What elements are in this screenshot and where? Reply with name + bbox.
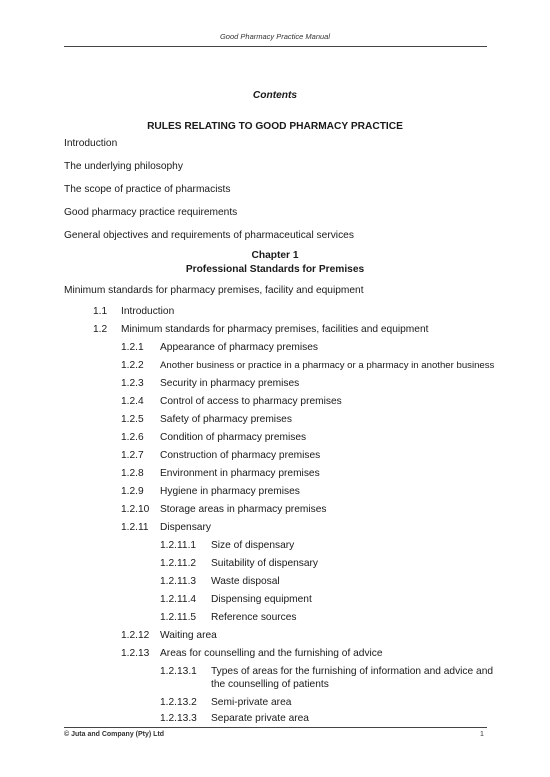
section-title: Reference sources [211, 612, 297, 623]
footer-copyright: © Juta and Company (Pty) Ltd [64, 731, 165, 738]
section-number: 1.2.1 [121, 342, 144, 353]
page-number: 1 [480, 731, 484, 738]
section-title: Areas for counselling and the furnishing of advice [160, 648, 383, 659]
section-title: Dispensing equipment [211, 594, 312, 605]
section-number: 1.2.3 [121, 378, 144, 389]
toc-entry-introduction[interactable]: Introduction [64, 138, 118, 149]
section-number: 1.2.7 [121, 450, 144, 461]
toc-entry-philosophy[interactable]: The underlying philosophy [64, 161, 183, 172]
footer-rule [64, 727, 487, 728]
section-title: Dispensary [160, 522, 211, 533]
section-title: Waste disposal [211, 576, 280, 587]
section-number: 1.2.11.2 [160, 558, 197, 569]
section-title: Environment in pharmacy premises [160, 468, 320, 479]
section-number: 1.2.8 [121, 468, 144, 479]
section-number: 1.2 [93, 324, 108, 335]
section-number: 1.2.6 [121, 432, 144, 443]
chapter-title: Professional Standards for Premises [185, 264, 365, 275]
section-title: Minimum standards for pharmacy premises, facilities and equipment [121, 324, 429, 335]
section-title: Semi-private area [211, 697, 292, 708]
section-number: 1.2.10 [121, 504, 150, 515]
toc-entry-scope[interactable]: The scope of practice of pharmacists [64, 184, 231, 195]
section-number: 1.2.13 [121, 648, 150, 659]
running-header: Good Pharmacy Practice Manual [219, 32, 331, 41]
section-title: Security in pharmacy premises [160, 378, 300, 389]
section-number: 1.1 [93, 306, 108, 317]
section-title: Condition of pharmacy premises [160, 432, 307, 443]
section-title: Types of areas for the furnishing of information and advice and [211, 666, 494, 677]
chapter-label: Chapter 1 [251, 250, 299, 261]
toc-entry-general-objectives[interactable]: General objectives and requirements of pharmaceutical services [64, 230, 354, 241]
section-title: Separate private area [211, 713, 309, 724]
section-number: 1.2.5 [121, 414, 144, 425]
rules-heading: RULES RELATING TO GOOD PHARMACY PRACTICE [147, 121, 403, 132]
section-number: 1.2.13.2 [160, 697, 197, 708]
section-title: Control of access to pharmacy premises [160, 396, 342, 407]
section-number: 1.2.9 [121, 486, 144, 497]
section-number: 1.2.11.3 [160, 576, 197, 587]
contents-title: Contents [252, 90, 298, 101]
section-number: 1.2.4 [121, 396, 144, 407]
section-number: 1.2.11.4 [160, 594, 197, 605]
section-number: 1.2.11.5 [160, 612, 197, 623]
section-title: Construction of pharmacy premises [160, 450, 321, 461]
section-title: Hygiene in pharmacy premises [160, 486, 300, 497]
section-title: Appearance of pharmacy premises [160, 342, 318, 353]
toc-entry-gpp-requirements[interactable]: Good pharmacy practice requirements [64, 207, 238, 218]
section-title-continued: the counselling of patients [211, 679, 329, 690]
section-number: 1.2.12 [121, 630, 150, 641]
section-number: 1.2.11 [121, 522, 149, 533]
section-title: Suitability of dispensary [211, 558, 319, 569]
section-title: Introduction [121, 306, 175, 317]
section-title: Safety of pharmacy premises [160, 414, 292, 425]
section-title: Waiting area [160, 630, 217, 641]
section-number: 1.2.13.3 [160, 713, 197, 724]
header-rule [64, 46, 487, 47]
section-number: 1.2.13.1 [160, 666, 197, 677]
section-title: Size of dispensary [211, 540, 295, 551]
section-title: Another business or practice in a pharmacy or a pharmacy in another business [160, 360, 495, 371]
section-number: 1.2.2 [121, 360, 144, 371]
section-number: 1.2.11.1 [160, 540, 197, 551]
section-title: Storage areas in pharmacy premises [160, 504, 327, 515]
toc-entry-min-standards[interactable]: Minimum standards for pharmacy premises, facility and equipment [64, 285, 364, 296]
